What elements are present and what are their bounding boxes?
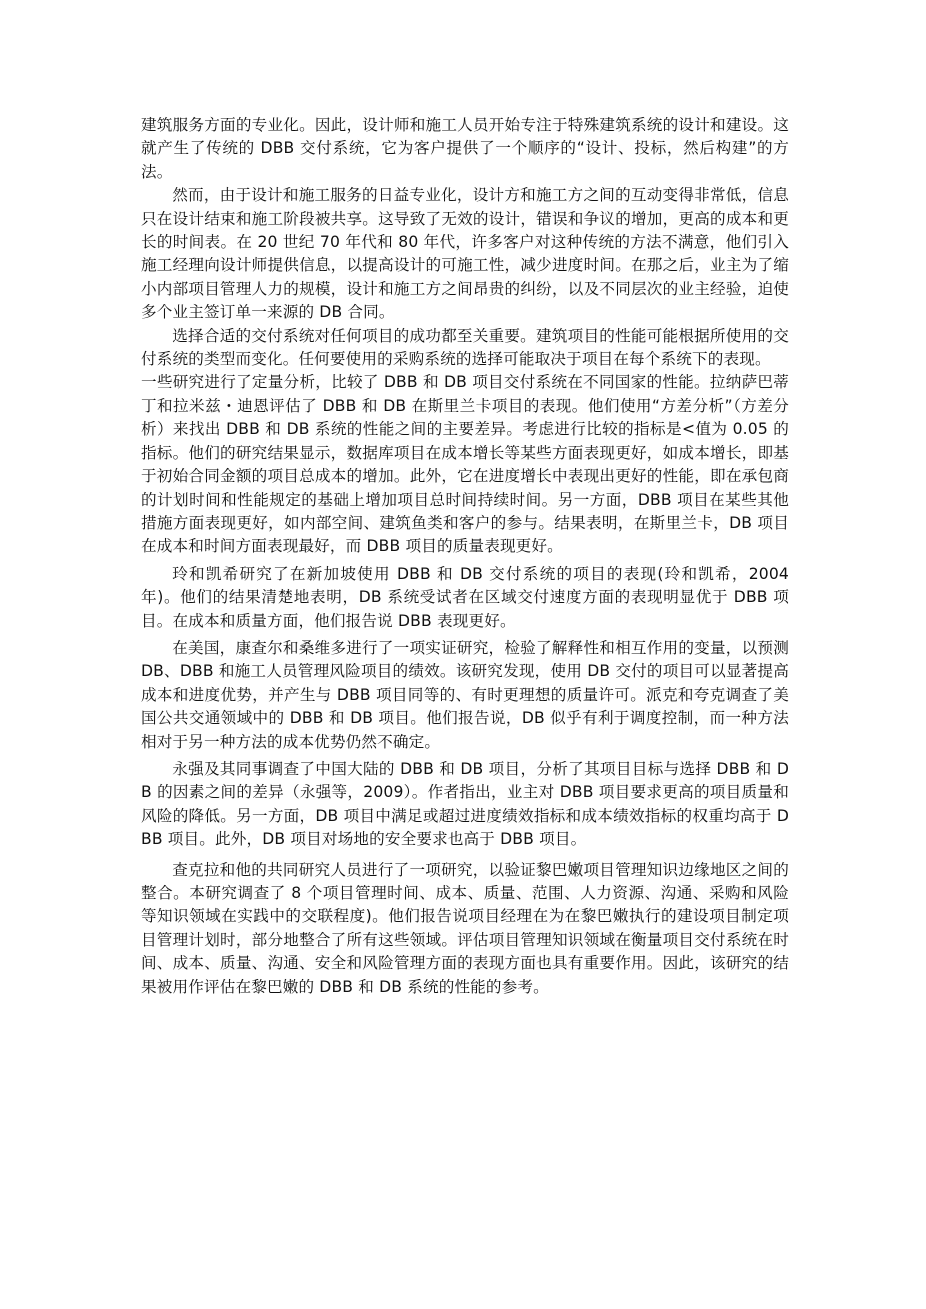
paragraph-lebanon-study: 查克拉和他的共同研究人员进行了一项研究，以验证黎巴嫩项目管理知识边缘地区之间的整合。本研究调查了 8 个项目管理时间、成本、质量、范围、人力资源、沟通、采购和风险等知识领域在实践中的交联程度)。他们报告说项目经理在为在黎巴嫩执行的建设项目制定项目管理计划时，部分地整合了所有这些领域。评估项目管理知识领域在衡量项目交付系统在时间、成本、质量、沟通、安全和风险管理方面的表现方面也具有重要作用。因此，该研究的结果被用作评估在黎巴嫩的 DBB 和 DB 系统的性能的参考。 <box>141 860 789 996</box>
paragraph-interaction-issues: 然而，由于设计和施工服务的日益专业化，设计方和施工方之间的互动变得非常低，信息只在设计结束和施工阶段被共享。这导致了无效的设计，错误和争议的增加，更高的成本和更长的时间表。在 20 世纪 70 年代和 80 年代，许多客户对这种传统的方法不满意，他们引入施工经理向设计师提供信息，以提高设计的可施工性，减少进度时间。在那之后，业主为了缩小内部项目管理人力的规模，设计和施工方之间昂贵的纠纷，以及不同层次的业主经验，迫使多个业主签订单一来源的 DB 合同。 <box>141 186 789 322</box>
paragraph-sri-lanka-study: 一些研究进行了定量分析，比较了 DBB 和 DB 项目交付系统在不同国家的性能。拉纳萨巴蒂丁和拉米兹・迪恩评估了 DBB 和 DB 在斯里兰卡项目的表现。他们使用“方差分析”（方差分析）来找出 DBB 和 DB 系统的性能之间的主要差异。考虑进行比较的指标是<值为 0.05 的指标。他们的研究结果显示，数据库项目在成本增长等某些方面表现更好，如成本增长，即基于初始合同金额的项目总成本的增加。此外，它在进度增长中表现出更好的性能，即在承包商的计划时间和性能规定的基础上增加项目总时间持续时间。另一方面，DBB 项目在某些其他措施方面表现更好，如内部空间、建筑鱼类和客户的参与。结果表明，在斯里兰卡，DB 项目在成本和时间方面表现最好，而 DBB 项目的质量表现更好。 <box>141 373 789 556</box>
paragraph-us-study: 在美国，康查尔和桑维多进行了一项实证研究，检验了解释性和相互作用的变量，以预测 DB、DBB 和施工人员管理风险项目的绩效。该研究发现，使用 DB 交付的项目可以显著提高成本和进度优势，并产生与 DBB 项目同等的、有时更理想的质量许可。派克和夸克调查了美国公共交通领域中的 DBB 和 DB 项目。他们报告说，DB 似乎有利于调度控制，而一种方法相对于另一种方法的成本优势仍然不确定。 <box>141 638 789 751</box>
paragraph-singapore-study: 玲和凯希研究了在新加坡使用 DBB 和 DB 交付系统的项目的表现(玲和凯希，2004 年)。他们的结果清楚地表明，DB 系统受试者在区域交付速度方面的表现明显优于 DBB 项目。在成本和质量方面，他们报告说 DBB 表现更好。 <box>141 564 789 630</box>
paragraph-delivery-selection: 选择合适的交付系统对任何项目的成功都至关重要。建筑项目的性能可能根据所使用的交付系统的类型而变化。任何要使用的采购系统的选择可能取决于项目在每个系统下的表现。 <box>141 326 789 369</box>
document-body <box>141 114 789 999</box>
paragraph-china-study: 永强及其同事调查了中国大陆的 DBB 和 DB 项目，分析了其项目目标与选择 DBB 和 DB 的因素之间的差异（永强等，2009）。作者指出，业主对 DBB 项目要求更高的项目质量和风险的降低。另一方面，DB 项目中满足或超过进度绩效指标和成本绩效指标的权重均高于 DBB 项目。此外，DB 项目对场地的安全要求也高于 DBB 项目。 <box>141 759 789 849</box>
paragraph-continuation: 建筑服务方面的专业化。因此，设计师和施工人员开始专注于特殊建筑系统的设计和建设。这就产生了传统的 DBB 交付系统，它为客户提供了一个顺序的“设计、投标，然后构建”的方法。 <box>141 116 789 181</box>
